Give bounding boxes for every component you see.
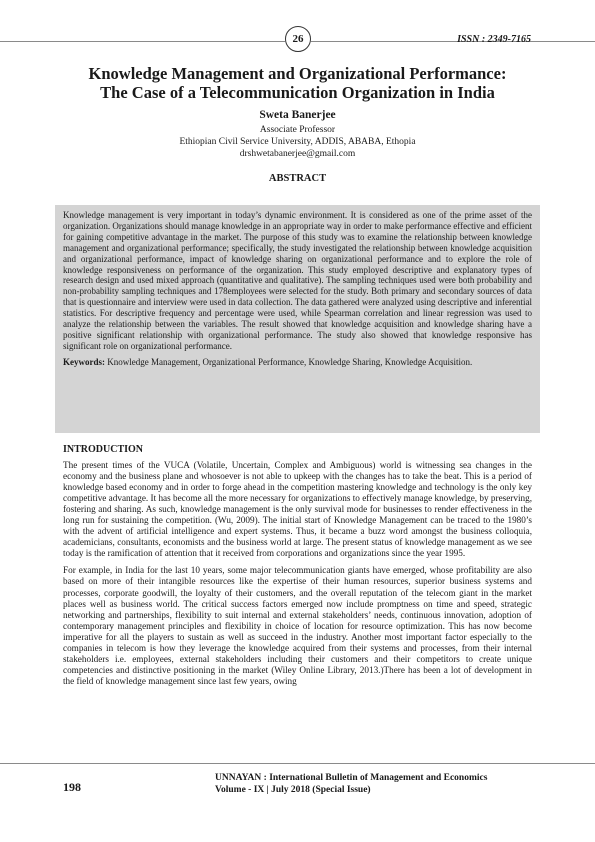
author-institution: Ethiopian Civil Service University, ADDIS, ABABA, Ethopia bbox=[179, 137, 416, 147]
introduction-body bbox=[63, 460, 532, 693]
abstract-box bbox=[55, 205, 540, 433]
author-affiliation bbox=[0, 124, 595, 160]
abstract-heading: ABSTRACT bbox=[268, 173, 327, 184]
footer-page-number: 198 bbox=[63, 780, 81, 794]
header-rule-right bbox=[311, 41, 595, 42]
paper-title-line2: The Case of a Telecommunication Organization in India bbox=[100, 83, 495, 102]
introduction-paragraph-2: For example, in India for the last 10 years, some major telecommunication giants have emerged, whose profitability are also based on more of their intangible resources like the expertise of their human resources, superior business systems and processes, corporate goodwill, the loyalty of their customers, and the overall reputation of the telecom giant in the market places well as business world. The critical success factors emerged now include promptness on time and speed, strategic networking and partnerships, flexibility to suit internal and external stakeholders’ needs, continuous innovation, adoption of contemporary management principles and flexibility in choice of location for resource optimization. This has now become imperative for all the players to sustain as well as succeed in the industry. Another most important factor especially to the companies in telecom is how they leverage the knowledge acquired from their systems and processes, from their internal stakeholders i.e. employees, external stakeholders including their customers and their competitors to create unique competencies and distinctive positioning in the market (Wiley Online Library, 2013.)There has been a lot of development in the field of knowledge management since last few years, owing bbox=[63, 565, 532, 686]
page-number-badge: 26 bbox=[285, 26, 311, 52]
author-position: Associate Professor bbox=[259, 125, 336, 135]
author-name: Sweta Banerjee bbox=[259, 109, 336, 121]
keywords-text: Knowledge Management, Organizational Performance, Knowledge Sharing, Knowledge Acquisition. bbox=[107, 356, 473, 367]
footer-journal-name: UNNAYAN : International Bulletin of Management and Economics bbox=[215, 773, 488, 783]
footer-journal bbox=[215, 772, 487, 796]
header-rule-left bbox=[0, 41, 285, 42]
keywords bbox=[63, 357, 532, 368]
paper-title bbox=[40, 64, 555, 102]
issn-label: ISSN : 2349-7165 bbox=[457, 34, 531, 45]
introduction-heading: INTRODUCTION bbox=[63, 444, 144, 455]
introduction-paragraph-1: The present times of the VUCA (Volatile, Uncertain, Complex and Ambiguous) world is witnessing sea changes in the economy and the business plane and whosoever is not able to upkeep with the changes has to take the beat. This is a period of knowledge based economy and in order to forge ahead in the competition mastering knowledge and technology is the only key competitive advantage. It has become all the more necessary for organizations to effectively manage knowledge, by preserving, fostering and sharing. As such, knowledge management is the only survival mode for businesses to render effectiveness in the long run for sustaining the competition. (Wu, 2009). The initial start of Knowledge Management can be traced to the 1980’s with the advent of artificial intelligence and expert systems. Thus, it became a buzz word amongst the business colloquia, academicians, consultants, economists and the business world at large. The present status of knowledge management as we see today is the ramification of attention that it received from corporations and organizations since the year 1995. bbox=[63, 460, 532, 559]
footer-rule bbox=[0, 763, 595, 764]
footer-journal-issue: Volume - IX | July 2018 (Special Issue) bbox=[215, 785, 371, 795]
paper-title-line1: Knowledge Management and Organizational Performance: bbox=[88, 64, 507, 83]
abstract-text: Knowledge management is very important in today’s dynamic environment. It is considered as one of the prime asset of the organization. Organizations should manage knowledge in an appropriate way in order to make performance effective and efficient for gaining competitive advantage in the market. The purpose of this study was to examine the relationship between knowledge management and organizational performance; specifically, the study investigated the relationship between knowledge acquisition and organizational performance, impact of knowledge sharing on organizational performance and to explore the role of knowledge responsiveness on performance of the organization. This study employed descriptive and explanatory types of research design and used mixed approach (quantitative and qualitative). The sampling techniques used were both probability and non-probability sampling techniques and 178employees were selected for the study. Both primary and secondary sources of data that is questionnaire and interview were used in data collection. The data gathered were analyzed using descriptive and inferential statistics. For descriptive frequency and percentage were used, while Spearman correlation and linear regression was used to analyze the relationship between the variables. The result showed that knowledge acquisition and knowledge sharing have a positive significant relationship with organizational performance. The study also showed that knowledge responsive has significant role on organizational performance. bbox=[63, 210, 532, 351]
keywords-label: Keywords: bbox=[63, 356, 105, 367]
author-email: drshwetabanerjee@gmail.com bbox=[239, 149, 356, 159]
